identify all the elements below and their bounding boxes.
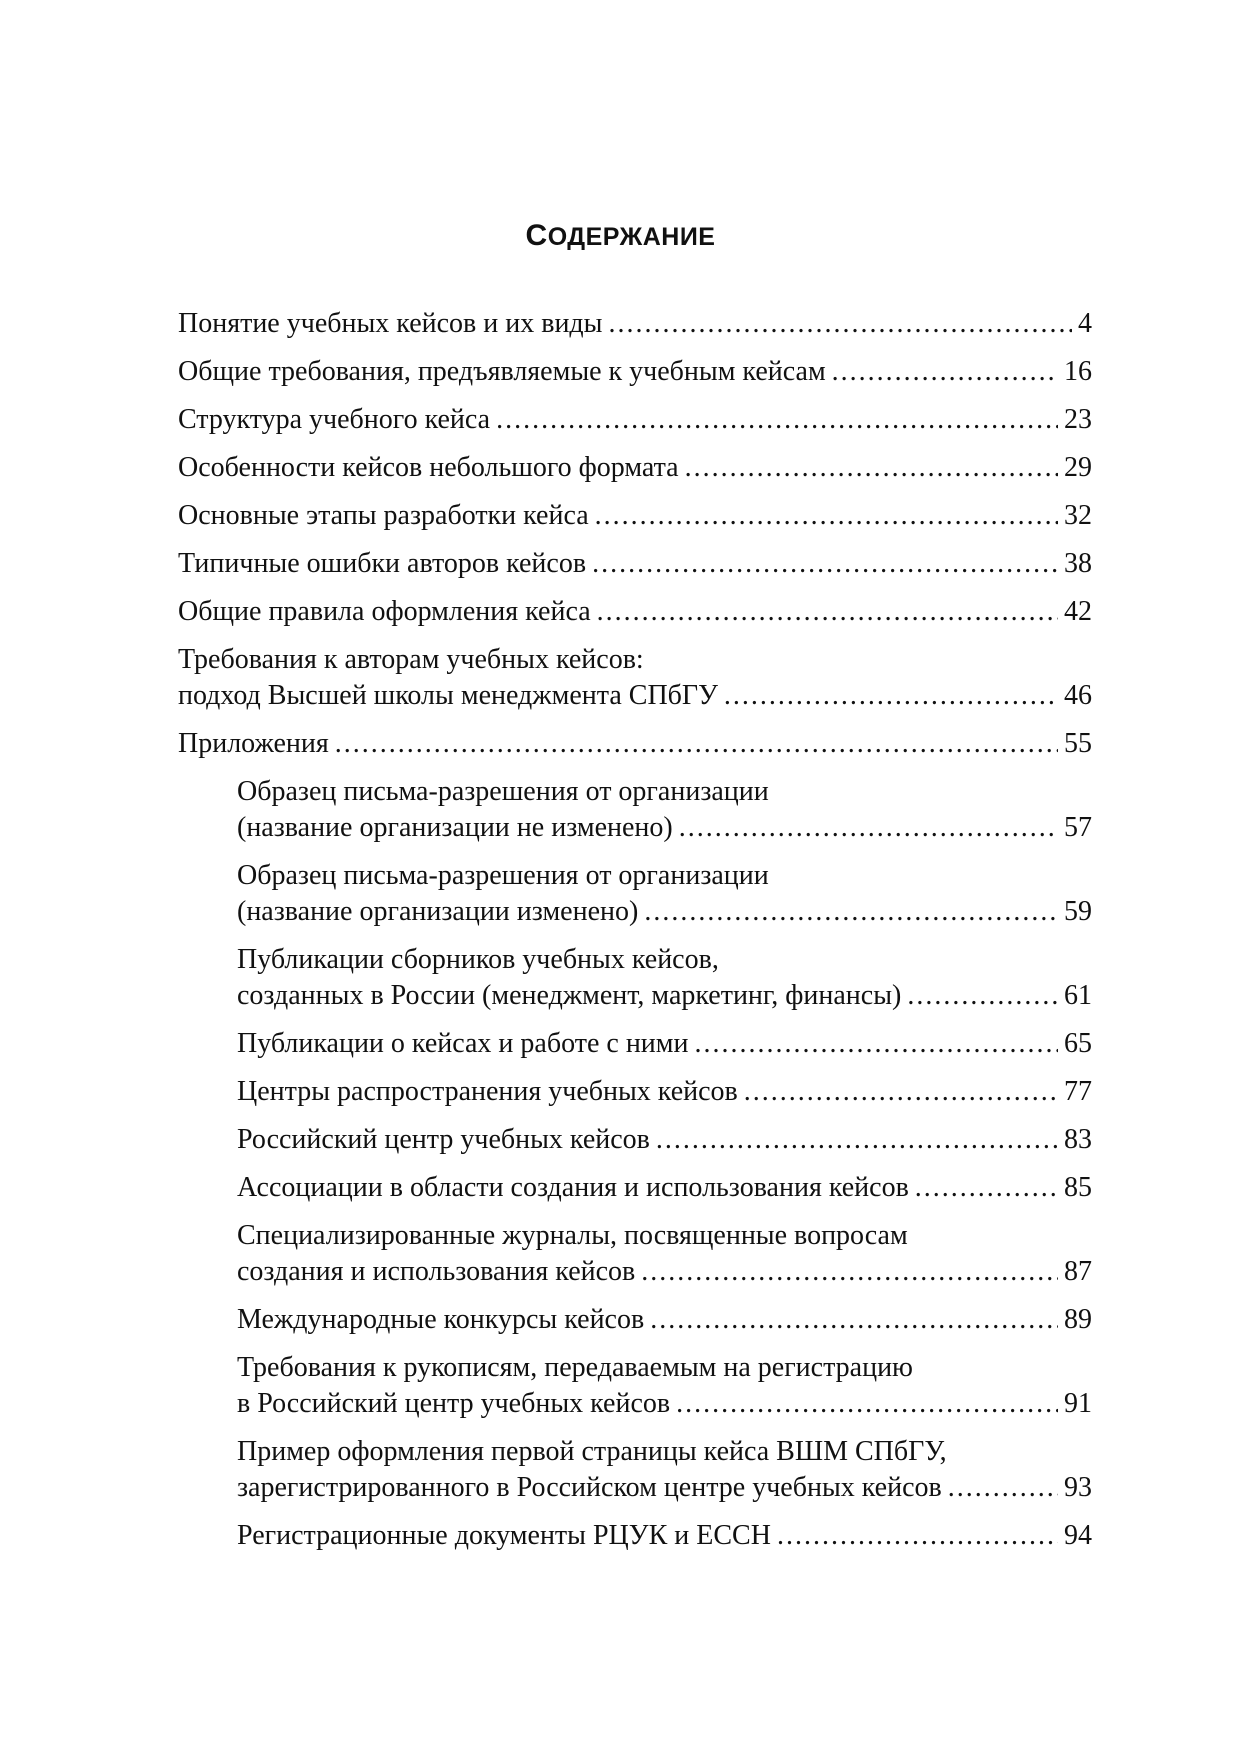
dot-leader (650, 1302, 1058, 1338)
toc-page-number: 23 (1064, 404, 1092, 435)
toc-entry-title: Приложения (178, 728, 329, 759)
toc-page-number: 59 (1064, 896, 1092, 927)
toc-entry[interactable] (178, 498, 1092, 534)
title-initial: С (525, 219, 548, 252)
dot-leader (676, 1386, 1058, 1422)
toc-entry-title-line1: Пример оформления первой страницы кейса ВШМ СПбГУ, (237, 1436, 947, 1467)
dot-leader (777, 1518, 1058, 1554)
toc-page-number: 32 (1064, 500, 1092, 531)
dot-leader (724, 678, 1058, 714)
toc-page-number: 83 (1064, 1124, 1092, 1155)
toc-page-number: 4 (1078, 308, 1092, 339)
toc-entry-title-line2: в Российский центр учебных кейсов (237, 1388, 671, 1419)
toc-entry-title-line2: созданных в России (менеджмент, маркетинг, финансы) (237, 980, 902, 1011)
title-rest: ОДЕРЖАНИЕ (547, 223, 716, 251)
dot-leader (948, 1470, 1058, 1506)
dot-leader (679, 810, 1058, 846)
toc-entry-title: Центры распространения учебных кейсов (237, 1076, 738, 1107)
toc-page-number: 65 (1064, 1028, 1092, 1059)
toc-sub-entry[interactable] (237, 1518, 1092, 1554)
toc-sub-entry[interactable] (237, 1302, 1092, 1338)
dot-leader (915, 1170, 1058, 1206)
dot-leader (496, 402, 1058, 438)
toc-entry-title: Международные конкурсы кейсов (237, 1304, 645, 1335)
dot-leader (641, 1254, 1058, 1290)
toc-entry[interactable] (178, 642, 1092, 714)
toc-page-number: 46 (1064, 680, 1092, 711)
toc-entry-title: Ассоциации в области создания и использования кейсов (237, 1172, 909, 1203)
toc-entry-title: Публикации о кейсах и работе с ними (237, 1028, 689, 1059)
toc-entry-title: Понятие учебных кейсов и их виды (178, 308, 603, 339)
dot-leader (595, 498, 1058, 534)
toc-entry[interactable] (178, 354, 1092, 390)
dot-leader (644, 894, 1058, 930)
dot-leader (832, 354, 1058, 390)
toc-entry-title: Типичные ошибки авторов кейсов (178, 548, 587, 579)
toc-sub-entry[interactable] (237, 1026, 1092, 1062)
toc-entry-title-line2: подход Высшей школы менеджмента СПбГУ (178, 680, 718, 711)
toc-entry-title-line1: Требования к рукописям, передаваемым на регистрацию (237, 1352, 913, 1383)
dot-leader (744, 1074, 1058, 1110)
toc-page-number: 57 (1064, 812, 1092, 843)
toc-entry[interactable] (178, 306, 1092, 342)
dot-leader (907, 978, 1058, 1014)
toc-page-number: 29 (1064, 452, 1092, 483)
toc-entry-title: Российский центр учебных кейсов (237, 1124, 650, 1155)
dot-leader (597, 594, 1058, 630)
toc-entry[interactable] (178, 450, 1092, 486)
toc-page-number: 93 (1064, 1472, 1092, 1503)
toc-entry-title-line1: Требования к авторам учебных кейсов: (178, 644, 644, 675)
toc-entry-title-line1: Образец письма-разрешения от организации (237, 860, 769, 891)
toc-sub-entry[interactable] (237, 858, 1092, 930)
toc-entry-title-line1: Специализированные журналы, посвященные вопросам (237, 1220, 908, 1251)
toc-entry[interactable] (178, 402, 1092, 438)
toc-entry[interactable] (178, 546, 1092, 582)
toc-entry-title-line1: Образец письма-разрешения от организации (237, 776, 769, 807)
toc-page-number: 94 (1064, 1520, 1092, 1551)
toc-sub-entry[interactable] (237, 1434, 1092, 1506)
toc-entry-title-line2: (название организации не изменено) (237, 812, 673, 843)
toc-entry-title: Общие требования, предъявляемые к учебным кейсам (178, 356, 826, 387)
dot-leader (656, 1122, 1058, 1158)
dot-leader (695, 1026, 1059, 1062)
toc-page-number: 42 (1064, 596, 1092, 627)
toc-entry-title: Общие правила оформления кейса (178, 596, 591, 627)
toc-sub-entry[interactable] (237, 1170, 1092, 1206)
toc-entry-title: Регистрационные документы РЦУК и ЕССН (237, 1520, 771, 1551)
toc-page-number: 87 (1064, 1256, 1092, 1287)
dot-leader (335, 726, 1058, 762)
toc-entry-title-line1: Публикации сборников учебных кейсов, (237, 944, 719, 975)
toc-page-number: 61 (1064, 980, 1092, 1011)
toc-page-number: 16 (1064, 356, 1092, 387)
toc-sub-entry[interactable] (237, 1350, 1092, 1422)
toc-page-number: 77 (1064, 1076, 1092, 1107)
page-title (0, 219, 1241, 253)
toc-sub-entry[interactable] (237, 774, 1092, 846)
toc-sub-entry[interactable] (237, 1074, 1092, 1110)
toc-entry-title: Структура учебного кейса (178, 404, 491, 435)
toc-entry[interactable] (178, 594, 1092, 630)
toc-sub-entry[interactable] (237, 942, 1092, 1014)
toc-page-number: 91 (1064, 1388, 1092, 1419)
toc-sub-entry[interactable] (237, 1122, 1092, 1158)
toc-entry-title: Основные этапы разработки кейса (178, 500, 589, 531)
table-of-contents (178, 306, 1092, 1566)
toc-entry-title-line2: (название организации изменено) (237, 896, 639, 927)
toc-entry-title-line2: создания и использования кейсов (237, 1256, 636, 1287)
dot-leader (685, 450, 1058, 486)
toc-entry-title: Особенности кейсов небольшого формата (178, 452, 679, 483)
dot-leader (608, 306, 1072, 342)
toc-page-number: 55 (1064, 728, 1092, 759)
toc-entry[interactable] (178, 726, 1092, 762)
toc-page-number: 85 (1064, 1172, 1092, 1203)
dot-leader (592, 546, 1058, 582)
toc-sub-entry[interactable] (237, 1218, 1092, 1290)
toc-entry-title-line2: зарегистрированного в Российском центре учебных кейсов (237, 1472, 942, 1503)
toc-page-number: 38 (1064, 548, 1092, 579)
toc-page-number: 89 (1064, 1304, 1092, 1335)
